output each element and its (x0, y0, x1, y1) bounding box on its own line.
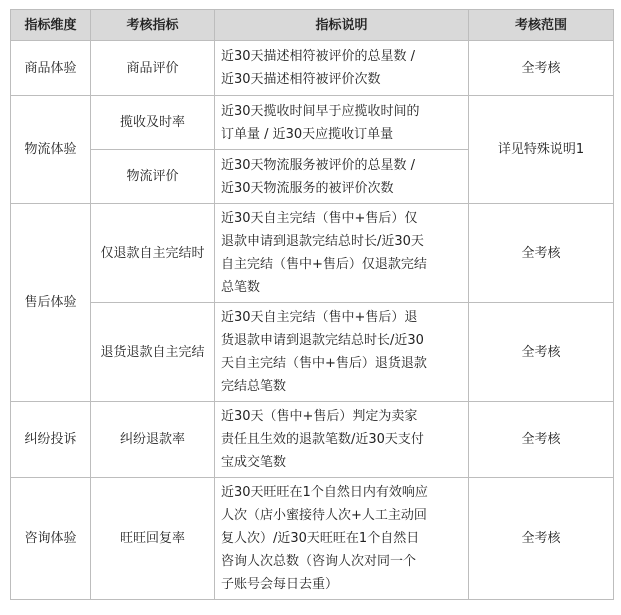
scope-cell: 全考核 (469, 41, 614, 96)
header-description: 指标说明 (215, 10, 469, 41)
table-row (11, 96, 614, 150)
table-row (11, 41, 614, 96)
description-cell: 近30天物流服务被评价的总星数 / 近30天物流服务的被评价次数 (215, 150, 469, 204)
dimension-cell: 咨询体验 (11, 478, 91, 600)
indicator-cell: 纠纷退款率 (91, 402, 215, 478)
table-row (11, 478, 614, 600)
table-row (11, 402, 614, 478)
dimension-cell: 售后体验 (11, 204, 91, 402)
table-row (11, 204, 614, 303)
scope-cell: 全考核 (469, 303, 614, 402)
scope-cell: 全考核 (469, 204, 614, 303)
indicator-cell: 旺旺回复率 (91, 478, 215, 600)
indicator-cell: 仅退款自主完结时 (91, 204, 215, 303)
table-row (11, 303, 614, 402)
description-cell: 近30天（售中+售后）判定为卖家 责任且生效的退款笔数/近30天支付 宝成交笔数 (215, 402, 469, 478)
assessment-table (10, 9, 614, 600)
indicator-cell: 物流评价 (91, 150, 215, 204)
header-dimension: 指标维度 (11, 10, 91, 41)
dimension-cell: 商品体验 (11, 41, 91, 96)
indicator-cell: 退货退款自主完结 (91, 303, 215, 402)
header-indicator: 考核指标 (91, 10, 215, 41)
header-row (11, 10, 614, 41)
description-cell: 近30天揽收时间早于应揽收时间的 订单量 / 近30天应揽收订单量 (215, 96, 469, 150)
description-cell: 近30天自主完结（售中+售后）仅 退款申请到退款完结总时长/近30天 自主完结（售中+售后）仅退款完结 总笔数 (215, 204, 469, 303)
scope-cell: 全考核 (469, 478, 614, 600)
description-cell: 近30天自主完结（售中+售后）退 货退款申请到退款完结总时长/近30 天自主完结（售中+售后）退货退款 完结总笔数 (215, 303, 469, 402)
indicator-cell: 商品评价 (91, 41, 215, 96)
description-cell: 近30天描述相符被评价的总星数 / 近30天描述相符被评价次数 (215, 41, 469, 96)
header-scope: 考核范围 (469, 10, 614, 41)
dimension-cell: 纠纷投诉 (11, 402, 91, 478)
indicator-cell: 揽收及时率 (91, 96, 215, 150)
scope-cell: 全考核 (469, 402, 614, 478)
scope-cell: 详见特殊说明1 (469, 96, 614, 204)
dimension-cell: 物流体验 (11, 96, 91, 204)
description-cell: 近30天旺旺在1个自然日内有效响应 人次（店小蜜接待人次+人工主动回 复人次）/近30天旺旺在1个自然日 咨询人次总数（咨询人次对同一个 子账号会每日去重） (215, 478, 469, 600)
